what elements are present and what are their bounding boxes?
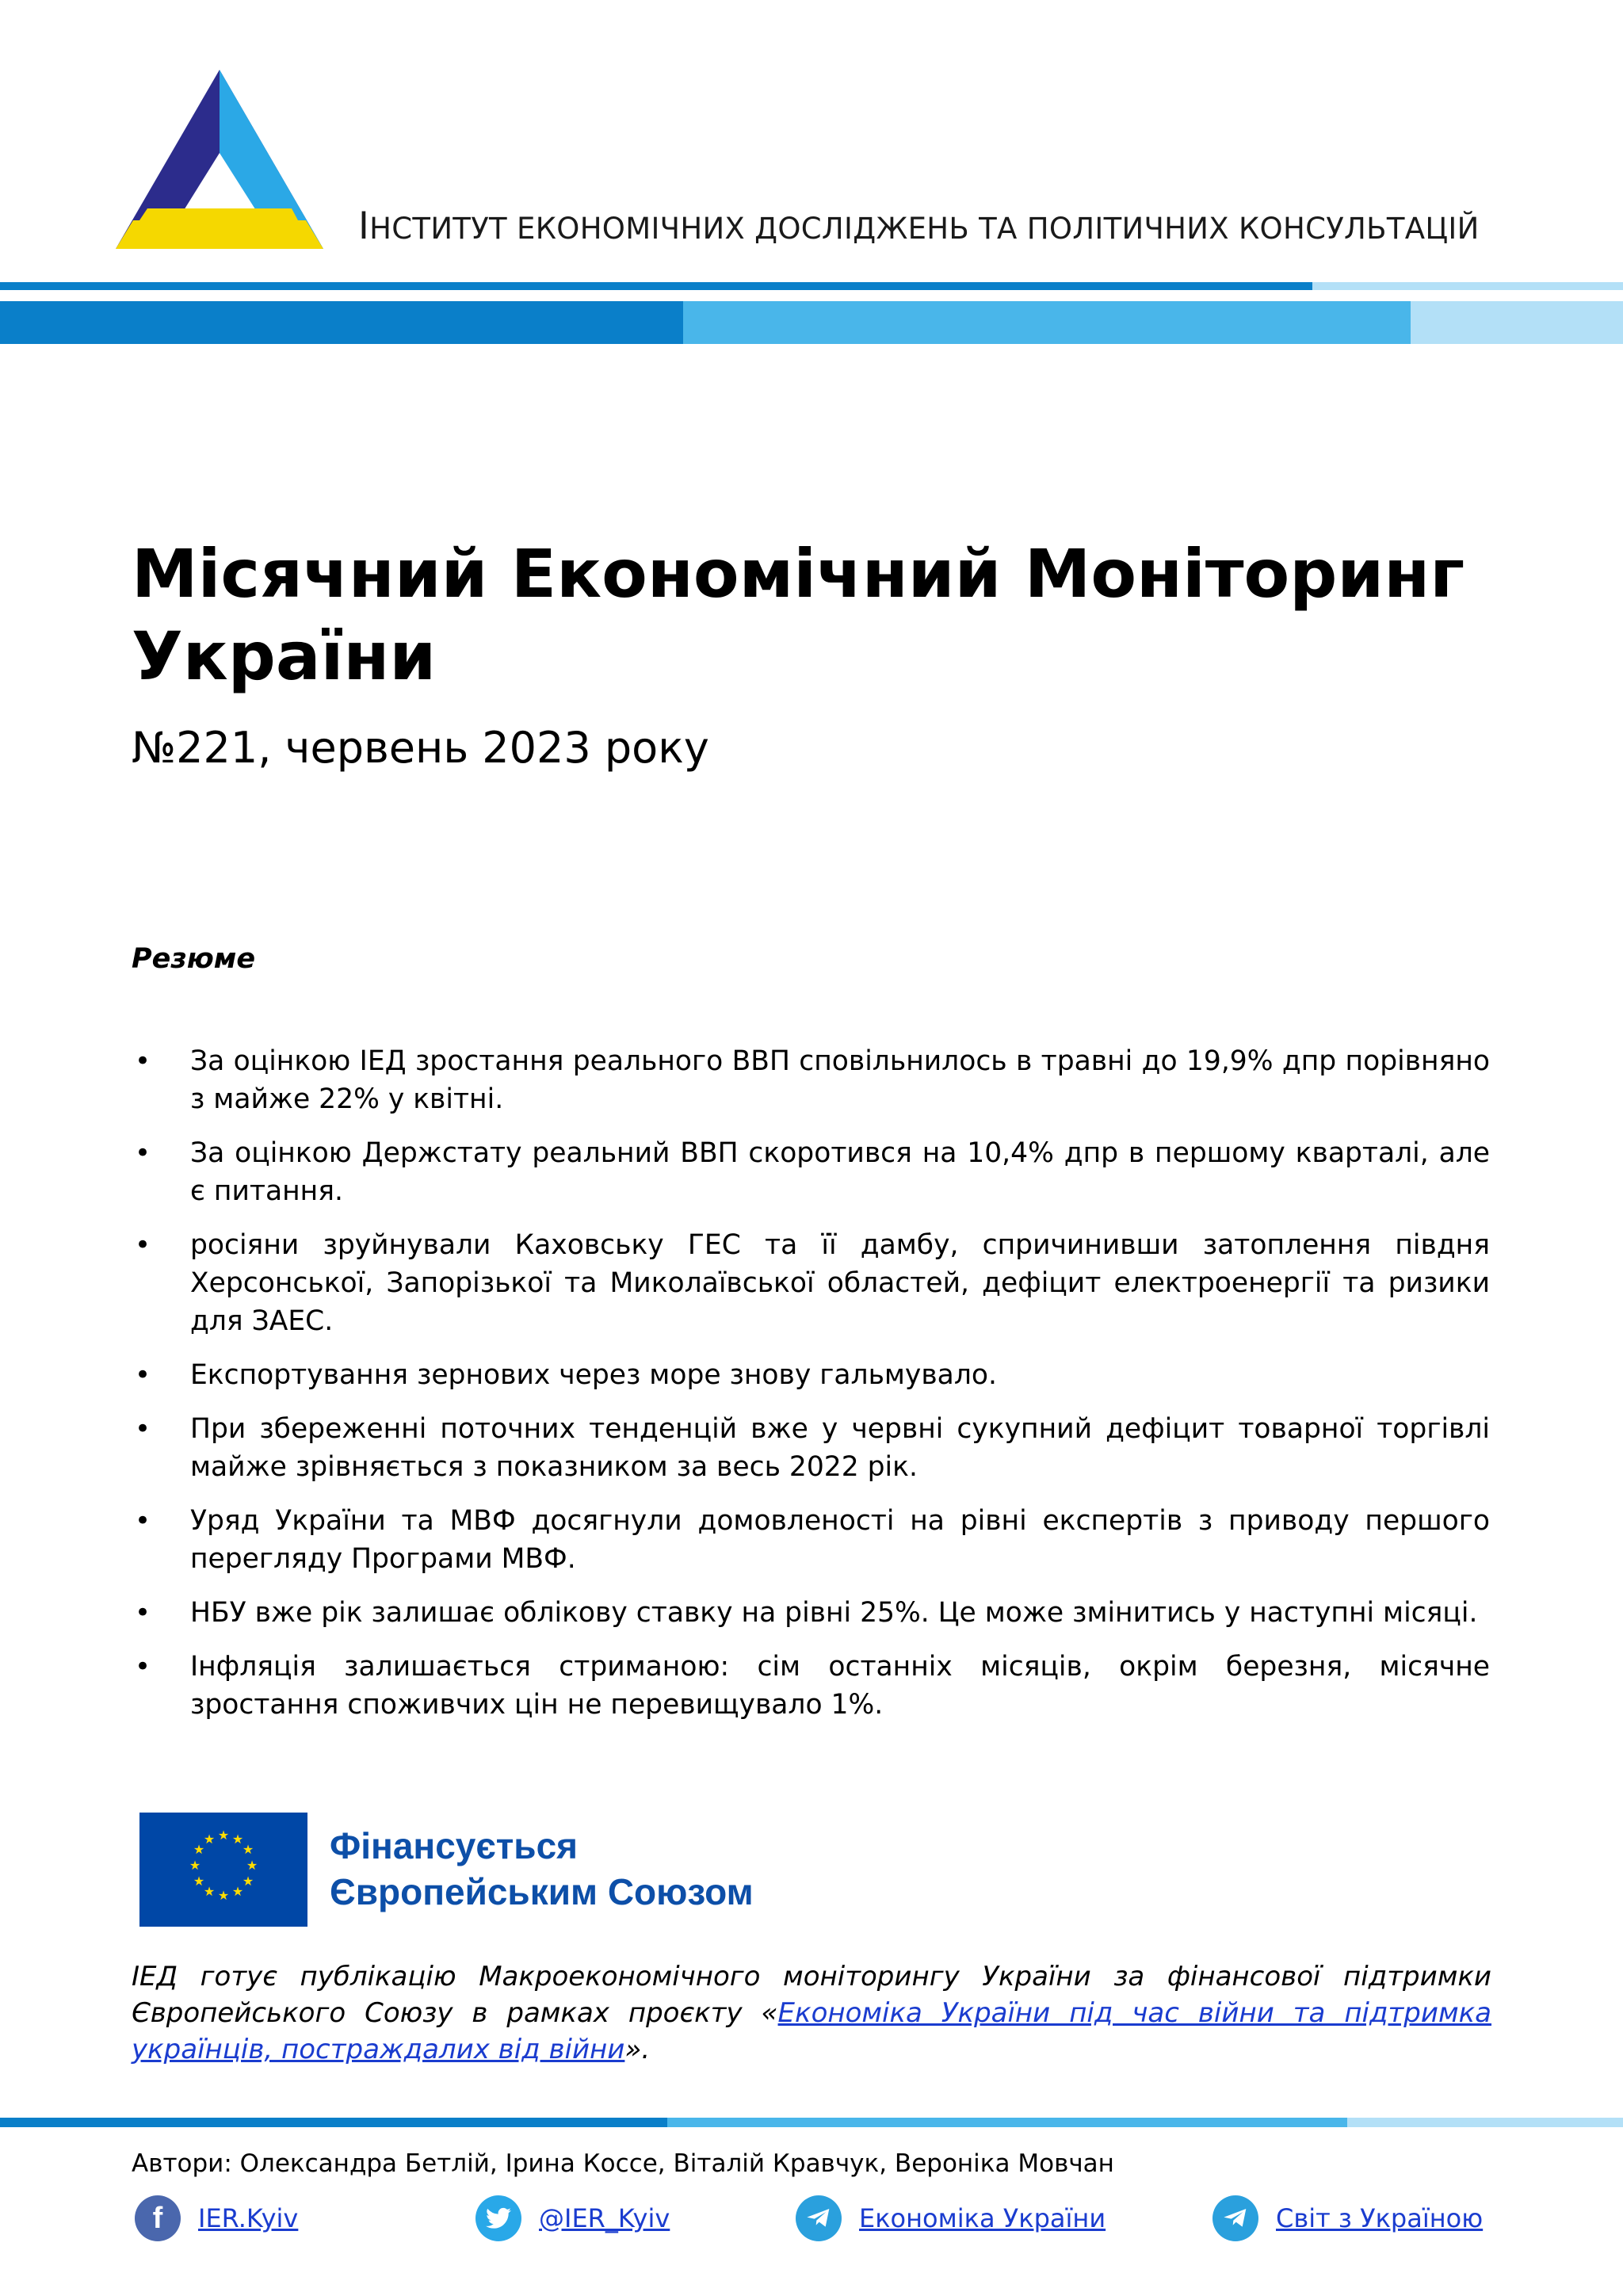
svg-text:★: ★	[193, 1874, 205, 1889]
summary-item-text: За оцінкою Держстату реальний ВВП скоротився на 10,4% дпр в першому кварталі, але є питання.	[190, 1137, 1490, 1207]
summary-item	[132, 1226, 1490, 1340]
summary-heading: Резюме	[132, 943, 256, 975]
footer-band-pale	[1347, 2118, 1623, 2127]
summary-item	[132, 1134, 1490, 1210]
summary-item-text: Уряд України та МВФ досягнули домовленості на рівні експертів з приводу першого перегляду Програми МВФ.	[190, 1505, 1490, 1575]
bullet-icon: •	[135, 1505, 151, 1537]
funding-note-text: ІЕД готує публікацію Макроекономічного моніторингу України за фінансової підтримки Європейського Союзу в рамках проєкту «	[132, 1961, 1491, 2029]
summary-item-text: За оцінкою ІЕД зростання реального ВВП сповільнилось в травні до 19,9% дпр порівняно з майже 22% у квітні.	[190, 1045, 1490, 1115]
header-band-thin-light	[1312, 282, 1623, 290]
header-band-pale	[1411, 301, 1623, 344]
social-facebook[interactable]	[135, 2195, 298, 2241]
summary-item	[132, 1502, 1490, 1578]
facebook-link[interactable]: IER.Kyiv	[198, 2203, 299, 2233]
eu-funding-label	[330, 1823, 754, 1915]
telegram-icon	[796, 2195, 842, 2241]
header-band-mid	[683, 301, 1411, 344]
svg-text:★: ★	[203, 1832, 216, 1847]
summary-item-text: Експортування зернових через море знову гальмувало.	[190, 1359, 997, 1391]
svg-text:★: ★	[231, 1884, 244, 1899]
twitter-link[interactable]: @IER_Kyiv	[539, 2203, 670, 2233]
page-title-line1: Місячний Економічний Моніторинг	[132, 535, 1465, 613]
page-title	[132, 533, 1526, 697]
bullet-icon: •	[135, 1229, 151, 1261]
svg-text:★: ★	[203, 1884, 216, 1899]
bullet-icon: •	[135, 1413, 151, 1445]
institute-name-rest: НСТИТУТ ЕКОНОМІЧНИХ ДОСЛІДЖЕНЬ ТА ПОЛІТИЧНИХ КОНСУЛЬТАЦІЙ	[369, 212, 1480, 246]
twitter-icon	[475, 2195, 521, 2241]
svg-text:★: ★	[246, 1858, 258, 1873]
facebook-icon: f	[135, 2195, 181, 2241]
svg-text:★: ★	[217, 1828, 230, 1843]
funding-note-end: ».	[624, 2034, 651, 2065]
social-telegram-world[interactable]	[1212, 2195, 1483, 2241]
summary-item-text: росіяни зруйнували Каховську ГЕС та її дамбу, спричинивши затоплення півдня Херсонської, Запорізької та Миколаївської областей, дефіцит електроенергії та ризики для ЗАЕС.	[190, 1229, 1490, 1337]
institute-name	[358, 204, 1515, 248]
header-band-dark	[0, 301, 683, 344]
bullet-icon: •	[135, 1137, 151, 1169]
footer-band-dark	[0, 2118, 667, 2127]
social-twitter[interactable]	[475, 2195, 670, 2241]
page-title-line2: України	[132, 617, 437, 695]
institute-logo	[116, 70, 323, 249]
header-band-thin-dark	[0, 282, 1312, 290]
eu-funding-line2: Європейським Союзом	[330, 1871, 754, 1912]
issue-number: №221, червень 2023 року	[132, 723, 709, 773]
summary-item	[132, 1648, 1490, 1724]
summary-item-text: Інфляція залишається стриманою: сім останніх місяців, окрім березня, місячне зростання споживчих цін не перевищувало 1%.	[190, 1651, 1490, 1721]
summary-item	[132, 1594, 1490, 1632]
summary-item	[132, 1410, 1490, 1486]
footer-band-mid	[667, 2118, 1347, 2127]
eu-flag-icon	[139, 1813, 307, 1927]
social-telegram-economy[interactable]	[796, 2195, 1106, 2241]
summary-item-text: НБУ вже рік залишає облікову ставку на рівні 25%. Це може змінитись у наступні місяці.	[190, 1597, 1478, 1629]
eu-funding-line1: Фінансується	[330, 1825, 578, 1866]
svg-text:★: ★	[242, 1874, 254, 1889]
bullet-icon: •	[135, 1651, 151, 1683]
bullet-icon: •	[135, 1045, 151, 1077]
summary-item-text: При збереженні поточних тенденцій вже у червні сукупний дефіцит товарної торгівлі майже зрівняється з показником за весь 2022 рік.	[190, 1413, 1490, 1483]
institute-initial: І	[358, 204, 370, 248]
svg-text:★: ★	[193, 1842, 205, 1857]
telegram-icon	[1212, 2195, 1258, 2241]
bullet-icon: •	[135, 1597, 151, 1629]
funding-note	[132, 1958, 1491, 2068]
svg-text:★: ★	[217, 1888, 230, 1903]
telegram-world-link[interactable]: Світ з Україною	[1276, 2203, 1484, 2233]
svg-text:★: ★	[231, 1832, 244, 1847]
svg-text:★: ★	[242, 1842, 254, 1857]
project-link[interactable]: Економіка України під час війни та підтримка українців, постраждалих від війни	[132, 1997, 1492, 2065]
authors: Автори: Олександра Бетлій, Ірина Коссе, Віталій Кравчук, Вероніка Мовчан	[132, 2149, 1114, 2178]
summary-list	[132, 1042, 1490, 1740]
summary-item	[132, 1042, 1490, 1118]
telegram-economy-link[interactable]: Економіка України	[859, 2203, 1106, 2233]
summary-item	[132, 1356, 1490, 1394]
bullet-icon: •	[135, 1359, 151, 1391]
svg-text:★: ★	[189, 1858, 201, 1873]
